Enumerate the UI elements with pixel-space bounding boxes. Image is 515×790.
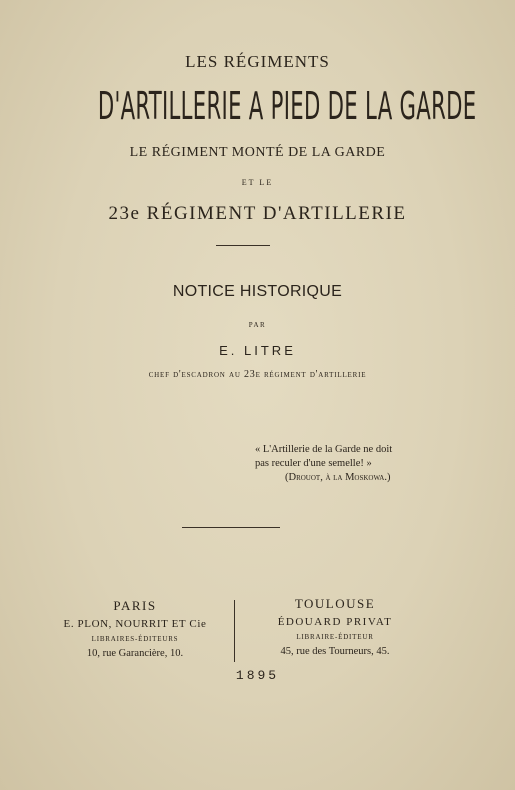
- title-line-23e-regiment: 23e RÉGIMENT D'ARTILLERIE: [108, 203, 407, 224]
- publisher-address: 10, rue Garancière, 10.: [86, 648, 184, 659]
- publisher-role: LIBRAIRE-ÉDITEUR: [296, 633, 374, 641]
- epigraph-attribution: (Drouot, à la Moskowa.): [285, 472, 391, 483]
- publisher-name: E. PLON, NOURRIT ET Cie: [63, 618, 207, 630]
- publisher-paris: [40, 598, 230, 659]
- author-name: E. LITRE: [219, 343, 296, 358]
- author-title: chef d'escadron au 23e régiment d'artillerie: [148, 369, 367, 380]
- title-conjunction: ET LE: [241, 178, 274, 187]
- subtitle: NOTICE HISTORIQUE: [172, 283, 343, 300]
- publisher-city: TOULOUSE: [294, 596, 376, 611]
- publisher-city: PARIS: [113, 598, 157, 613]
- epigraph-line-1: « L'Artillerie de la Garde ne doit: [255, 444, 393, 455]
- epigraph: [255, 443, 392, 485]
- publisher-address: 45, rue des Tourneurs, 45.: [280, 646, 390, 657]
- main-title: D'ARTILLERIE A PIED DE LA GARDE: [97, 84, 477, 128]
- title-line-regiment-monte: LE RÉGIMENT MONTÉ DE LA GARDE: [129, 145, 386, 160]
- title-rule: [216, 245, 270, 246]
- epigraph-line-2: pas reculer d'une semelle! »: [255, 458, 372, 469]
- title-line-regiments: LES RÉGIMENTS: [185, 52, 330, 71]
- by-label: PAR: [248, 321, 267, 329]
- publisher-name: ÉDOUARD PRIVAT: [277, 616, 393, 628]
- publisher-role: LIBRAIRES-ÉDITEURS: [91, 635, 179, 643]
- publication-year: 1895: [235, 668, 280, 683]
- publisher-divider: [234, 600, 235, 662]
- publisher-toulouse: [240, 596, 430, 657]
- section-rule: [182, 527, 280, 528]
